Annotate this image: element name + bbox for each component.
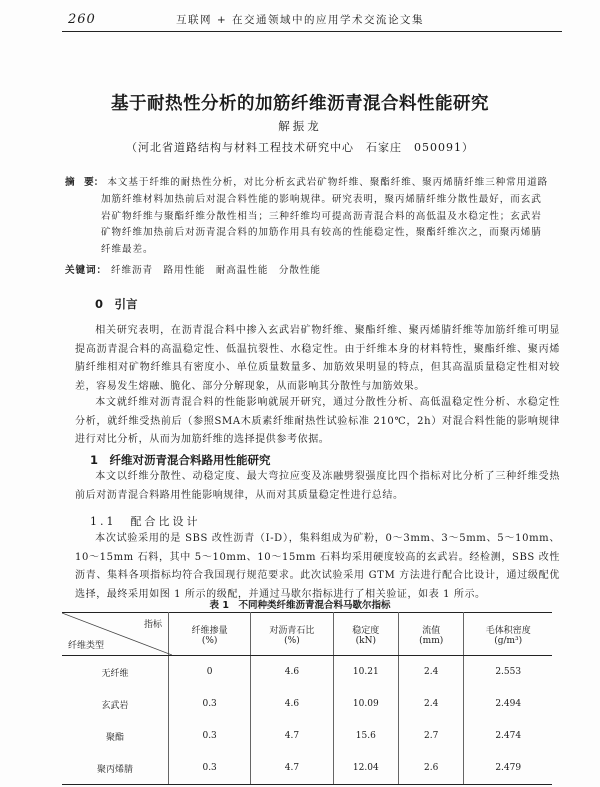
running-title: 互联网 + 在交通领域中的应用学术交流论文集 (176, 14, 424, 26)
table-cell: 2.4 (399, 688, 464, 720)
table-cell: 0.3 (168, 720, 250, 752)
table-cell: 15.6 (333, 720, 398, 752)
column-header: 毛体积密度 (g/m³) (464, 613, 552, 656)
fiber-type-cell: 无纤维 (62, 656, 168, 689)
table-caption: 表 1 不同种类纤维沥青混合料马歇尔指标 (209, 600, 391, 611)
paragraph-intro-2 (75, 394, 560, 450)
table-cell: 0.3 (168, 752, 250, 785)
corner-top-label: 指标 (143, 620, 162, 630)
table-cell: 10.09 (333, 688, 398, 720)
table-cell: 10.21 (333, 656, 398, 689)
column-header: 稳定度 (kN) (333, 613, 398, 656)
paragraph-mix-design (75, 530, 560, 604)
abstract-label: 摘 要： (65, 177, 104, 188)
paragraph-intro-1 (75, 322, 560, 396)
table-cell: 2.479 (464, 752, 552, 785)
section-1-1-heading: 1.1 配合比设计 (90, 515, 201, 528)
table-cell: 4.6 (251, 656, 333, 689)
table-cell: 2.6 (399, 752, 464, 785)
paragraph-section1 (75, 468, 560, 505)
table-row (62, 752, 552, 785)
table-cell: 0 (168, 656, 250, 689)
section-introduction: 0 引言 (95, 297, 138, 311)
paragraph-text: 本文以纤维分散性、动稳定度、最大弯拉应变及冻融劈裂强度比四个指标对比分析了三种纤维受热前后对沥青混合料路用性能影响规律，从而对其质量稳定性进行总结。 (75, 471, 560, 501)
table-row (62, 656, 552, 689)
table-header-row (62, 613, 552, 656)
fiber-type-cell: 聚丙烯腈 (62, 752, 168, 785)
abstract-text: 本文基于纤维的耐热性分析，对比分析玄武岩矿物纤维、聚酯纤维、聚丙烯腈纤维三种常用道路加筋纤维材料加热前后对混合料性能的影响规律。研究表明，聚丙烯腈纤维分散性最好，而玄武岩矿物纤维与聚酯纤维分散性相当；三种纤维均可提高沥青混合料的高低温及水稳定性；玄武岩矿物纤维加热前后对沥青混合料的加筋作用具有较高的性能稳定性，聚酯纤维次之，而聚丙烯腈纤维最差。 (101, 177, 549, 256)
paper-title: 基于耐热性分析的加筋纤维沥青混合料性能研究 (111, 94, 489, 114)
column-header: 对沥青石比 (%) (251, 613, 333, 656)
section-1-heading: 1 纤维对沥青混合料路用性能研究 (90, 453, 271, 467)
table-cell: 2.494 (495, 699, 522, 709)
affiliation: （河北省道路结构与材料工程技术研究中心 石家庄 050091） (126, 141, 474, 154)
fiber-type-cell: 聚酯 (62, 720, 168, 752)
table-cell: 4.6 (251, 688, 333, 720)
table-cell: 4.7 (251, 752, 333, 785)
paragraph-text: 相关研究表明，在沥青混合料中掺入玄武岩矿物纤维、聚酯纤维、聚丙烯腈纤维等加筋纤维可明显提高沥青混合料的高温稳定性、低温抗裂性、水稳定性。由于纤维本身的材料特性，聚酯纤维、聚丙烯腈纤维相对矿物纤维具有密度小、单位质量数量多、加筋效果明显的特点，但其高温质量稳定性相对较差，容易发生熔融、脆化、部分分解现象，从而影响其分散性与加筋效果。 (75, 325, 560, 392)
column-header: 流值 (mm) (399, 613, 464, 656)
abstract (65, 175, 550, 259)
table-corner-cell (62, 613, 168, 656)
table-cell: 4.7 (251, 720, 333, 752)
table-cell: 2.474 (495, 731, 522, 741)
keywords-text: 纤维沥青 路用性能 耐高温性能 分散性能 (110, 265, 321, 276)
table-row (62, 720, 552, 752)
table-cell: 2.7 (399, 720, 464, 752)
page-number: 260 (68, 12, 96, 27)
keywords (65, 262, 321, 276)
fiber-type-cell: 玄武岩 (62, 688, 168, 720)
corner-bottom-label: 纤维类型 (68, 641, 105, 651)
keywords-label: 关键词： (65, 265, 107, 276)
table-cell: 2.553 (495, 667, 522, 677)
paragraph-text: 本文就纤维对沥青混合料的性能影响就展开研究，通过分散性分析、高低温稳定性分析、水稳定性分析，就纤维受热前后（参照SMA木质素纤维耐热性试验标准 210℃，2h）对混合料性能的影响规律进行对比分析，从而为加筋纤维的选择提供参考依据。 (75, 397, 560, 445)
table-row (62, 688, 552, 720)
column-header: 纤维掺量 (%) (168, 613, 250, 656)
table-cell: 12.04 (333, 752, 398, 785)
table-cell: 0.3 (168, 688, 250, 720)
header-rule (62, 31, 562, 32)
marshall-table (62, 612, 552, 785)
table-cell: 2.4 (399, 656, 464, 689)
paragraph-text: 本次试验采用的是 SBS 改性沥青（I-D），集料组成为矿粉，0～3mm、3～5mm、5～10mm、10～15mm 石料，其中 5～10mm、10～15mm 石料均采用硬度较高的玄武岩。经检测，SBS 改性沥青、集料各项指标均符合我国现行规范要求。此次试验采用 GTM 方法进行配合比设计，通过级配优选择，最终采用如图 1 所示的级配，并通过马歇尔指标进行了相关验证，如表 1 所示。 (75, 533, 560, 600)
author: 解振龙 (278, 119, 322, 133)
